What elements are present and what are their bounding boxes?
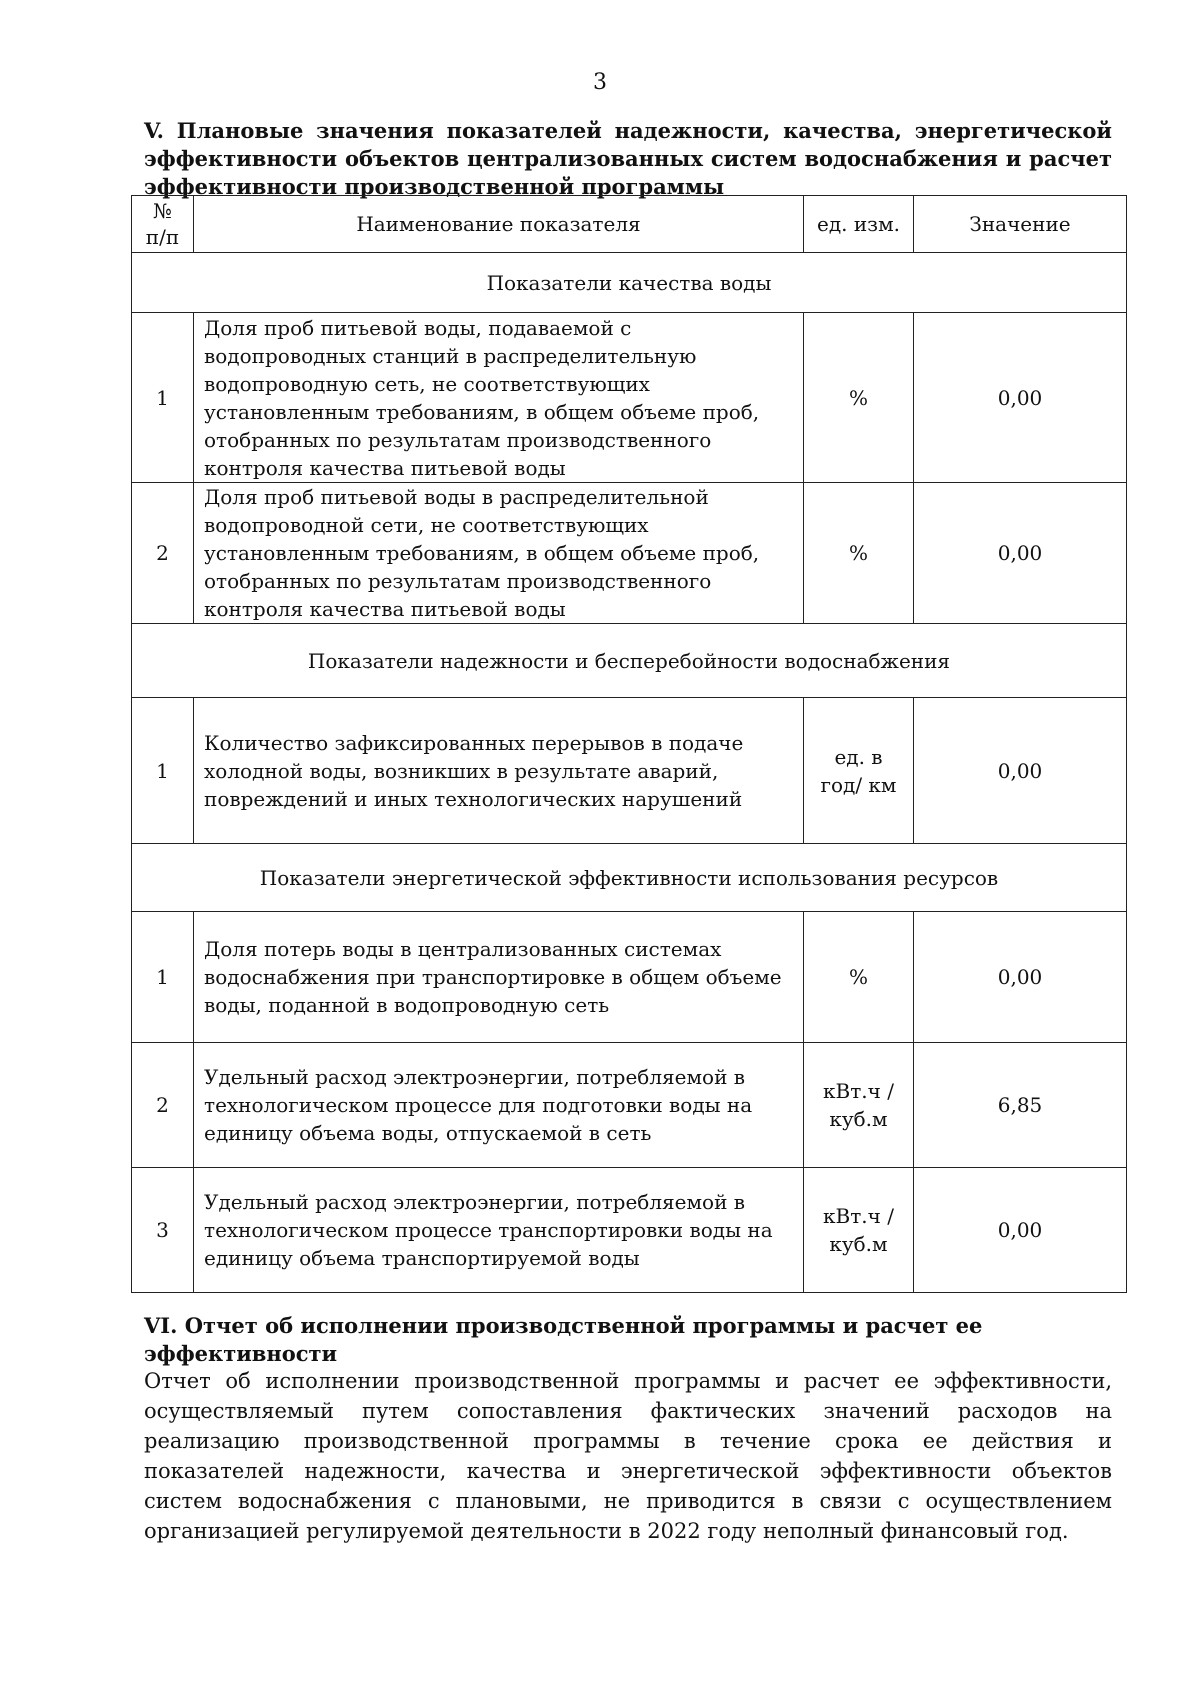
row-name <box>194 912 804 1043</box>
indicators-table <box>131 195 1127 1293</box>
row-name-line: единицу объема воды, отпускаемой в сеть <box>204 1121 652 1145</box>
group-row <box>132 624 1127 698</box>
table-row <box>132 1043 1127 1168</box>
section-v-heading <box>144 117 1112 201</box>
section-v-heading-line: эффективности производственной программы <box>144 174 725 199</box>
group-row <box>132 844 1127 912</box>
row-unit <box>804 483 914 624</box>
section-vi-paragraph: Отчет об исполнении производственной программы и расчет ее эффективности, осуществляемый путем сопоставления фактических значений расходов на реализацию производственной программы в течение срока ее действия и показателей надежности, качества и энергетической эффективности объектов систем водоснабжения с плановыми, не приводится в связи с осуществлением организацией регулируемой деятельности в 2022 году неполный финансовый год. <box>144 1369 1112 1543</box>
row-name-line: установленным требованиям, в общем объеме проб, <box>204 399 760 424</box>
row-unit-line: куб.м <box>829 1232 888 1256</box>
row-name-line: технологическом процессе для подготовки воды на <box>204 1093 753 1117</box>
row-name-line: Доля проб питьевой воды в распределительной <box>204 485 709 509</box>
row-value: 0,00 <box>914 1168 1127 1293</box>
section-v-heading-line: эффективности объектов централизованных систем водоснабжения и расчет <box>144 146 1112 171</box>
group-row <box>132 253 1127 313</box>
row-unit-line: кВт.ч / <box>823 1204 894 1228</box>
table-header-row <box>132 196 1127 253</box>
row-unit <box>804 698 914 844</box>
row-number: 3 <box>132 1168 194 1293</box>
row-unit <box>804 1043 914 1168</box>
row-name-line: отобранных по результатам производственного <box>204 427 712 452</box>
row-name-line: водопроводных станций в распределительную <box>204 343 697 368</box>
row-name-line: контроля качества питьевой воды <box>204 597 566 621</box>
row-name-line: водопроводной сети, не соответствующих <box>204 513 649 537</box>
row-number: 1 <box>132 313 194 483</box>
row-name <box>194 1043 804 1168</box>
row-name-line: установленным требованиям, в общем объеме проб, <box>204 541 760 565</box>
row-value: 6,85 <box>914 1043 1127 1168</box>
row-unit-line: кВт.ч / <box>823 1079 894 1103</box>
header-number <box>132 196 194 253</box>
row-name <box>194 483 804 624</box>
row-name-line: Доля проб питьевой воды, подаваемой с <box>204 315 632 340</box>
row-value: 0,00 <box>914 483 1127 624</box>
row-unit-line: год/ км <box>820 772 897 797</box>
group-title-reliability: Показатели надежности и бесперебойности водоснабжения <box>132 624 1127 698</box>
table-row <box>132 1168 1127 1293</box>
row-name-line: технологическом процессе транспортировки воды на <box>204 1218 773 1242</box>
row-value: 0,00 <box>914 912 1127 1043</box>
row-unit-line: ед. в <box>834 744 883 769</box>
group-title-energy-efficiency: Показатели энергетической эффективности использования ресурсов <box>132 844 1127 912</box>
row-number: 2 <box>132 483 194 624</box>
row-name-line: водопроводную сеть, не соответствующих <box>204 371 650 396</box>
row-name <box>194 1168 804 1293</box>
table-row <box>132 698 1127 844</box>
row-unit <box>804 313 914 483</box>
row-name-line: повреждений и иных технологических нарушений <box>204 786 743 811</box>
header-unit: ед. изм. <box>804 196 914 253</box>
table-row <box>132 313 1127 483</box>
row-unit-line: % <box>848 385 868 410</box>
row-name-line: водоснабжения при транспортировке в общем объеме <box>204 965 782 989</box>
header-name: Наименование показателя <box>194 196 804 253</box>
row-name <box>194 698 804 844</box>
page-number: 3 <box>593 70 607 95</box>
row-name-line: холодной воды, возникших в результате аварий, <box>204 758 719 783</box>
row-name-line: Доля потерь воды в централизованных системах <box>204 937 722 961</box>
section-vi-heading: VI. Отчет об исполнении производственной программы и расчет ее эффективности <box>144 1313 983 1366</box>
row-name-line: Удельный расход электроэнергии, потребляемой в <box>204 1065 746 1089</box>
row-unit-line: % <box>848 541 868 565</box>
header-number-sign: № <box>153 199 172 223</box>
row-name-line: Удельный расход электроэнергии, потребляемой в <box>204 1190 746 1214</box>
row-name-line: воды, поданной в водопроводную сеть <box>204 993 610 1017</box>
row-name-line: Количество зафиксированных перерывов в подаче <box>204 730 744 755</box>
row-value: 0,00 <box>914 313 1127 483</box>
row-number: 2 <box>132 1043 194 1168</box>
row-name-line: отобранных по результатам производственного <box>204 569 712 593</box>
table-row <box>132 483 1127 624</box>
header-number-pp: п/п <box>145 225 180 249</box>
row-unit <box>804 912 914 1043</box>
row-name <box>194 313 804 483</box>
group-title-water-quality: Показатели качества воды <box>132 253 1127 313</box>
row-unit <box>804 1168 914 1293</box>
row-number: 1 <box>132 698 194 844</box>
row-name-line: контроля качества питьевой воды <box>204 455 566 480</box>
row-value: 0,00 <box>914 698 1127 844</box>
table-row <box>132 912 1127 1043</box>
row-number: 1 <box>132 912 194 1043</box>
row-name-line: единицу объема транспортируемой воды <box>204 1246 640 1270</box>
row-unit-line: куб.м <box>829 1107 888 1131</box>
row-unit-line: % <box>848 965 868 989</box>
header-value: Значение <box>914 196 1127 253</box>
section-v-heading-line: V. Плановые значения показателей надежности, качества, энергетической <box>144 118 1112 143</box>
